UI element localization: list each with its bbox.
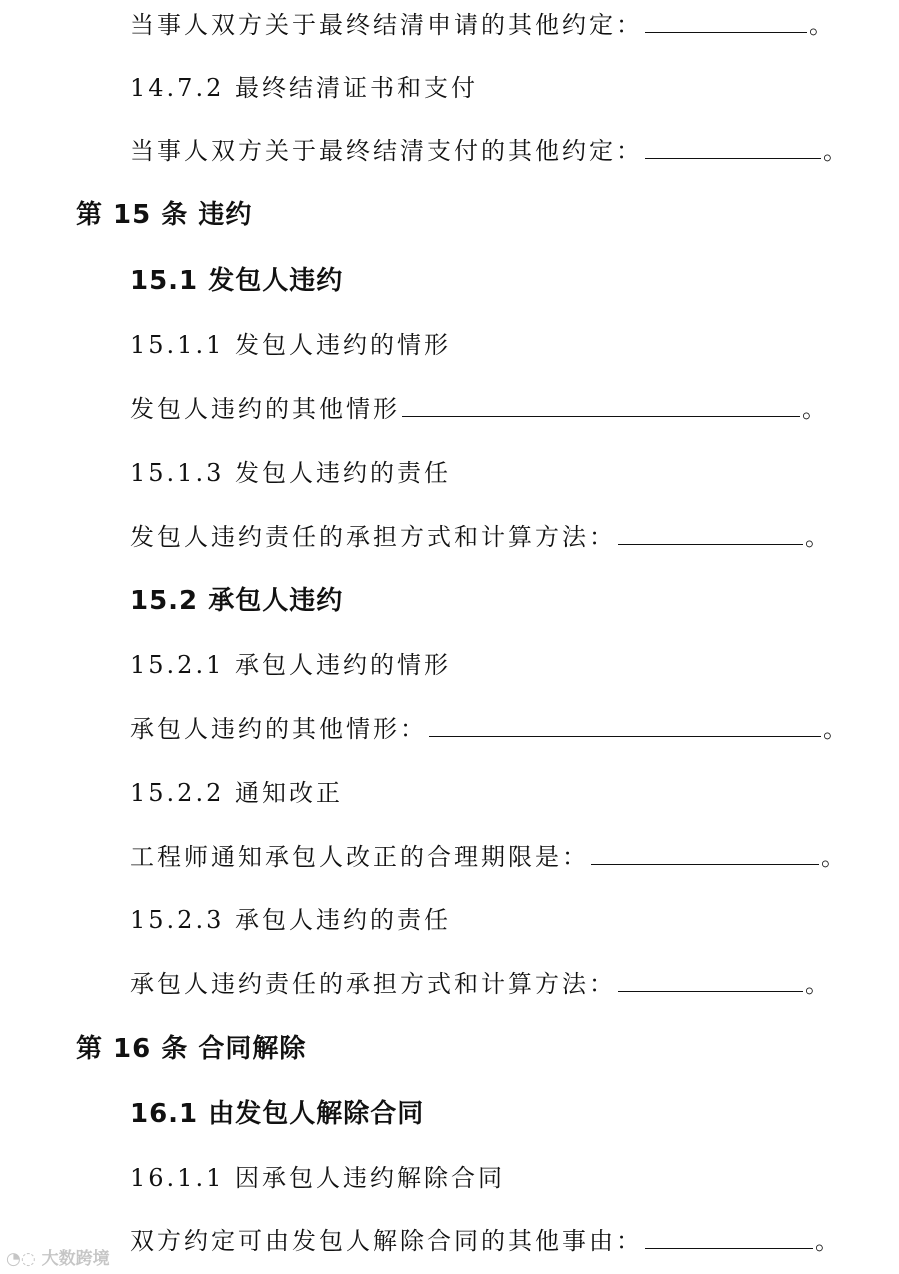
clause-16-1-1-heading: 16.1.1 因承包人违约解除合同	[130, 1164, 505, 1192]
fill-blank	[429, 734, 821, 737]
fill-blank	[402, 414, 800, 417]
employer-default-other-line: 发包人违约的其他情形 。	[130, 395, 826, 423]
section-15-1-heading: 15.1 发包人违约	[130, 266, 344, 296]
contractor-liability-line: 承包人违约责任的承担方式和计算方法： 。	[130, 970, 829, 998]
clause-15-2-1-heading: 15.2.1 承包人违约的情形	[130, 651, 451, 679]
fill-blank	[618, 542, 803, 545]
fill-blank	[618, 989, 803, 992]
article-15-heading: 第 15 条 违约	[76, 200, 253, 230]
final-settlement-payment-line: 当事人双方关于最终结清支付的其他约定： 。	[130, 137, 847, 165]
fill-blank	[645, 30, 807, 33]
section-16-1-heading: 16.1 由发包人解除合同	[130, 1099, 425, 1129]
watermark-text: 大数跨境	[41, 1249, 110, 1269]
correction-period-line: 工程师通知承包人改正的合理期限是： 。	[130, 843, 845, 871]
termination-other-reasons-line: 双方约定可由发包人解除合同的其他事由： 。	[130, 1227, 839, 1255]
section-15-2-heading: 15.2 承包人违约	[130, 586, 344, 616]
clause-15-1-1-heading: 15.1.1 发包人违约的情形	[130, 331, 451, 359]
article-16-heading: 第 16 条 合同解除	[76, 1034, 307, 1064]
clause-15-1-3-heading: 15.1.3 发包人违约的责任	[130, 459, 451, 487]
clause-15-2-2-heading: 15.2.2 通知改正	[130, 779, 343, 807]
final-settlement-application-line: 当事人双方关于最终结清申请的其他约定： 。	[130, 11, 833, 39]
fill-blank	[591, 862, 819, 865]
fill-blank	[645, 156, 821, 159]
employer-liability-line: 发包人违约责任的承担方式和计算方法： 。	[130, 523, 829, 551]
watermark-logo	[6, 1244, 110, 1269]
chat-bubble-icon: ◔◌	[6, 1249, 36, 1269]
clause-15-2-3-heading: 15.2.3 承包人违约的责任	[130, 906, 451, 934]
contractor-default-other-line: 承包人违约的其他情形： 。	[130, 715, 847, 743]
fill-blank	[645, 1246, 813, 1249]
clause-14-7-2-heading: 14.7.2 最终结清证书和支付	[130, 74, 478, 102]
